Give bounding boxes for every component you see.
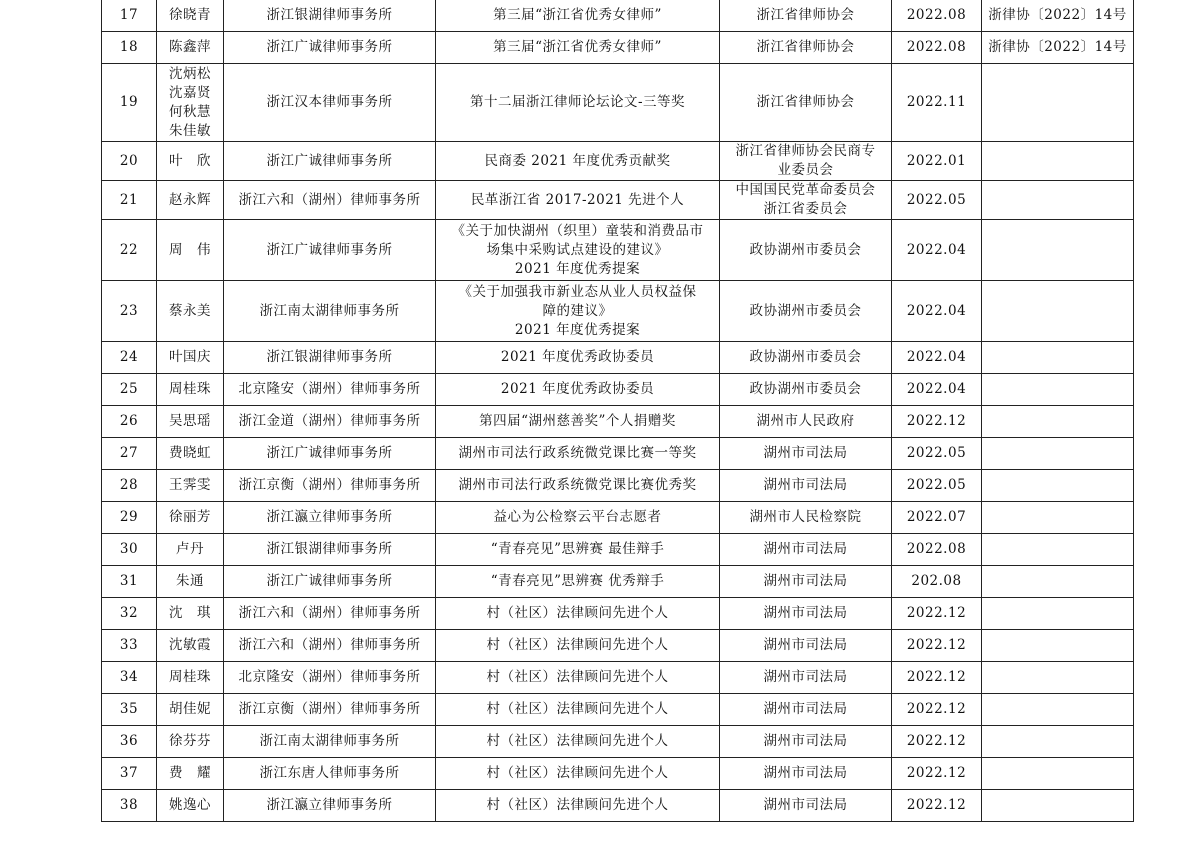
award-name: 第三届“浙江省优秀女律师” [436, 32, 720, 64]
award-date: 2022.08 [892, 534, 982, 566]
lawyer-name: 朱通 [157, 566, 224, 598]
table-row [102, 502, 1134, 534]
row-number: 32 [102, 598, 157, 630]
row-number: 34 [102, 662, 157, 694]
document-reference [982, 630, 1134, 662]
document-reference [982, 181, 1134, 220]
lawyer-name: 费 耀 [157, 758, 224, 790]
table-row [102, 32, 1134, 64]
law-firm: 北京隆安（湖州）律师事务所 [224, 374, 436, 406]
lawyer-name: 周 伟 [157, 220, 224, 281]
award-name: 2021 年度优秀政协委员 [436, 374, 720, 406]
award-date: 2022.05 [892, 181, 982, 220]
table-row [102, 374, 1134, 406]
lawyer-name: 蔡永美 [157, 281, 224, 342]
law-firm: 浙江瀛立律师事务所 [224, 502, 436, 534]
document-reference [982, 758, 1134, 790]
award-name: 村（社区）法律顾问先进个人 [436, 726, 720, 758]
lawyer-name: 沈敏霞 [157, 630, 224, 662]
row-number: 26 [102, 406, 157, 438]
lawyer-name: 叶 欣 [157, 142, 224, 181]
law-firm: 浙江南太湖律师事务所 [224, 726, 436, 758]
awarding-organization: 政协湖州市委员会 [720, 281, 892, 342]
document-reference: 浙律协〔2022〕14号 [982, 32, 1134, 64]
document-reference [982, 534, 1134, 566]
award-date: 2022.08 [892, 32, 982, 64]
lawyer-name: 周桂珠 [157, 662, 224, 694]
award-date: 202.08 [892, 566, 982, 598]
award-name: 村（社区）法律顾问先进个人 [436, 790, 720, 822]
table-row [102, 758, 1134, 790]
award-date: 2022.01 [892, 142, 982, 181]
award-date: 2022.08 [892, 0, 982, 32]
row-number: 36 [102, 726, 157, 758]
lawyer-name: 胡佳妮 [157, 694, 224, 726]
row-number: 33 [102, 630, 157, 662]
document-reference [982, 142, 1134, 181]
row-number: 19 [102, 64, 157, 142]
lawyer-name: 赵永辉 [157, 181, 224, 220]
awarding-organization: 湖州市司法局 [720, 630, 892, 662]
award-name: 第三届“浙江省优秀女律师” [436, 0, 720, 32]
row-number: 37 [102, 758, 157, 790]
document-reference [982, 598, 1134, 630]
document-reference [982, 438, 1134, 470]
table-row [102, 662, 1134, 694]
awarding-organization: 湖州市司法局 [720, 438, 892, 470]
award-date: 2022.12 [892, 630, 982, 662]
row-number: 24 [102, 342, 157, 374]
awarding-organization: 湖州市司法局 [720, 470, 892, 502]
lawyer-name: 姚逸心 [157, 790, 224, 822]
lawyer-name: 周桂珠 [157, 374, 224, 406]
award-name: 2021 年度优秀政协委员 [436, 342, 720, 374]
table-row [102, 342, 1134, 374]
row-number: 27 [102, 438, 157, 470]
row-number: 23 [102, 281, 157, 342]
award-date: 2022.05 [892, 470, 982, 502]
table-row [102, 694, 1134, 726]
law-firm: 浙江六和（湖州）律师事务所 [224, 181, 436, 220]
awarding-organization: 湖州市司法局 [720, 790, 892, 822]
lawyer-name: 徐芬芬 [157, 726, 224, 758]
award-date: 2022.07 [892, 502, 982, 534]
awarding-organization: 湖州市司法局 [720, 598, 892, 630]
award-date: 2022.04 [892, 342, 982, 374]
award-date: 2022.12 [892, 758, 982, 790]
law-firm: 浙江广诚律师事务所 [224, 32, 436, 64]
awarding-organization: 浙江省律师协会民商专 业委员会 [720, 142, 892, 181]
row-number: 17 [102, 0, 157, 32]
law-firm: 浙江银湖律师事务所 [224, 342, 436, 374]
award-name: 湖州市司法行政系统微党课比赛优秀奖 [436, 470, 720, 502]
awarding-organization: 政协湖州市委员会 [720, 220, 892, 281]
table-row [102, 726, 1134, 758]
table-row [102, 598, 1134, 630]
row-number: 30 [102, 534, 157, 566]
lawyer-name: 吴思瑶 [157, 406, 224, 438]
law-firm: 浙江广诚律师事务所 [224, 220, 436, 281]
award-name: 村（社区）法律顾问先进个人 [436, 630, 720, 662]
award-name: 村（社区）法律顾问先进个人 [436, 662, 720, 694]
law-firm: 浙江京衡（湖州）律师事务所 [224, 694, 436, 726]
lawyer-name: 陈鑫萍 [157, 32, 224, 64]
table-row [102, 438, 1134, 470]
lawyer-name: 徐丽芳 [157, 502, 224, 534]
table-row [102, 64, 1134, 142]
lawyer-name: 徐晓青 [157, 0, 224, 32]
awarding-organization: 湖州市人民政府 [720, 406, 892, 438]
row-number: 22 [102, 220, 157, 281]
award-date: 2022.12 [892, 406, 982, 438]
document-reference [982, 470, 1134, 502]
law-firm: 浙江银湖律师事务所 [224, 534, 436, 566]
law-firm: 浙江六和（湖州）律师事务所 [224, 598, 436, 630]
law-firm: 浙江南太湖律师事务所 [224, 281, 436, 342]
law-firm: 北京隆安（湖州）律师事务所 [224, 662, 436, 694]
award-name: 湖州市司法行政系统微党课比赛一等奖 [436, 438, 720, 470]
award-name: 第十二届浙江律师论坛论文-三等奖 [436, 64, 720, 142]
award-name: 益心为公检察云平台志愿者 [436, 502, 720, 534]
awarding-organization: 湖州市司法局 [720, 534, 892, 566]
award-date: 2022.12 [892, 790, 982, 822]
award-date: 2022.04 [892, 374, 982, 406]
table-row [102, 534, 1134, 566]
row-number: 20 [102, 142, 157, 181]
award-name: 民革浙江省 2017-2021 先进个人 [436, 181, 720, 220]
row-number: 28 [102, 470, 157, 502]
award-date: 2022.04 [892, 281, 982, 342]
awarding-organization: 政协湖州市委员会 [720, 374, 892, 406]
table-row [102, 142, 1134, 181]
table-row [102, 630, 1134, 662]
award-date: 2022.04 [892, 220, 982, 281]
award-date: 2022.12 [892, 598, 982, 630]
document-reference [982, 281, 1134, 342]
awarding-organization: 湖州市司法局 [720, 662, 892, 694]
awards-table [101, 0, 1134, 822]
lawyer-name: 沈炳松 沈嘉贤 何秋慧 朱佳敏 [157, 64, 224, 142]
award-date: 2022.12 [892, 694, 982, 726]
document-reference [982, 220, 1134, 281]
award-date: 2022.12 [892, 726, 982, 758]
table-row [102, 406, 1134, 438]
document-reference [982, 64, 1134, 142]
law-firm: 浙江瀛立律师事务所 [224, 790, 436, 822]
row-number: 29 [102, 502, 157, 534]
law-firm: 浙江东唐人律师事务所 [224, 758, 436, 790]
document-reference [982, 406, 1134, 438]
table-row [102, 566, 1134, 598]
row-number: 18 [102, 32, 157, 64]
row-number: 38 [102, 790, 157, 822]
award-name: “青春亮见”思辨赛 最佳辩手 [436, 534, 720, 566]
awards-table-body [102, 0, 1134, 822]
table-row [102, 0, 1134, 32]
awarding-organization: 湖州市司法局 [720, 758, 892, 790]
row-number: 25 [102, 374, 157, 406]
table-row [102, 181, 1134, 220]
document-reference [982, 790, 1134, 822]
awarding-organization: 浙江省律师协会 [720, 64, 892, 142]
award-date: 2022.11 [892, 64, 982, 142]
lawyer-name: 沈 琪 [157, 598, 224, 630]
law-firm: 浙江六和（湖州）律师事务所 [224, 630, 436, 662]
award-name: “青春亮见”思辨赛 优秀辩手 [436, 566, 720, 598]
document-reference [982, 694, 1134, 726]
law-firm: 浙江汉本律师事务所 [224, 64, 436, 142]
award-name: 《关于加快湖州（织里）童装和消费品市 场集中采购试点建设的建议》 2021 年度优秀提案 [436, 220, 720, 281]
document-reference [982, 342, 1134, 374]
awarding-organization: 湖州市司法局 [720, 566, 892, 598]
awarding-organization: 湖州市司法局 [720, 694, 892, 726]
awarding-organization: 政协湖州市委员会 [720, 342, 892, 374]
table-row [102, 281, 1134, 342]
document-reference [982, 726, 1134, 758]
row-number: 21 [102, 181, 157, 220]
table-row [102, 790, 1134, 822]
awarding-organization: 湖州市司法局 [720, 726, 892, 758]
award-date: 2022.12 [892, 662, 982, 694]
row-number: 35 [102, 694, 157, 726]
awarding-organization: 湖州市人民检察院 [720, 502, 892, 534]
lawyer-name: 卢丹 [157, 534, 224, 566]
law-firm: 浙江银湖律师事务所 [224, 0, 436, 32]
document-reference [982, 502, 1134, 534]
award-name: 村（社区）法律顾问先进个人 [436, 694, 720, 726]
document-reference: 浙律协〔2022〕14号 [982, 0, 1134, 32]
law-firm: 浙江广诚律师事务所 [224, 438, 436, 470]
law-firm: 浙江京衡（湖州）律师事务所 [224, 470, 436, 502]
row-number: 31 [102, 566, 157, 598]
awarding-organization: 中国国民党革命委员会 浙江省委员会 [720, 181, 892, 220]
award-name: 第四届“湖州慈善奖”个人捐赠奖 [436, 406, 720, 438]
award-date: 2022.05 [892, 438, 982, 470]
award-name: 村（社区）法律顾问先进个人 [436, 598, 720, 630]
document-reference [982, 662, 1134, 694]
law-firm: 浙江金道（湖州）律师事务所 [224, 406, 436, 438]
table-row [102, 470, 1134, 502]
lawyer-name: 费晓虹 [157, 438, 224, 470]
lawyer-name: 王霁雯 [157, 470, 224, 502]
awarding-organization: 浙江省律师协会 [720, 32, 892, 64]
award-name: 《关于加强我市新业态从业人员权益保 障的建议》 2021 年度优秀提案 [436, 281, 720, 342]
table-row [102, 220, 1134, 281]
lawyer-name: 叶国庆 [157, 342, 224, 374]
award-name: 村（社区）法律顾问先进个人 [436, 758, 720, 790]
document-reference [982, 566, 1134, 598]
award-name: 民商委 2021 年度优秀贡献奖 [436, 142, 720, 181]
document-reference [982, 374, 1134, 406]
law-firm: 浙江广诚律师事务所 [224, 142, 436, 181]
law-firm: 浙江广诚律师事务所 [224, 566, 436, 598]
awarding-organization: 浙江省律师协会 [720, 0, 892, 32]
